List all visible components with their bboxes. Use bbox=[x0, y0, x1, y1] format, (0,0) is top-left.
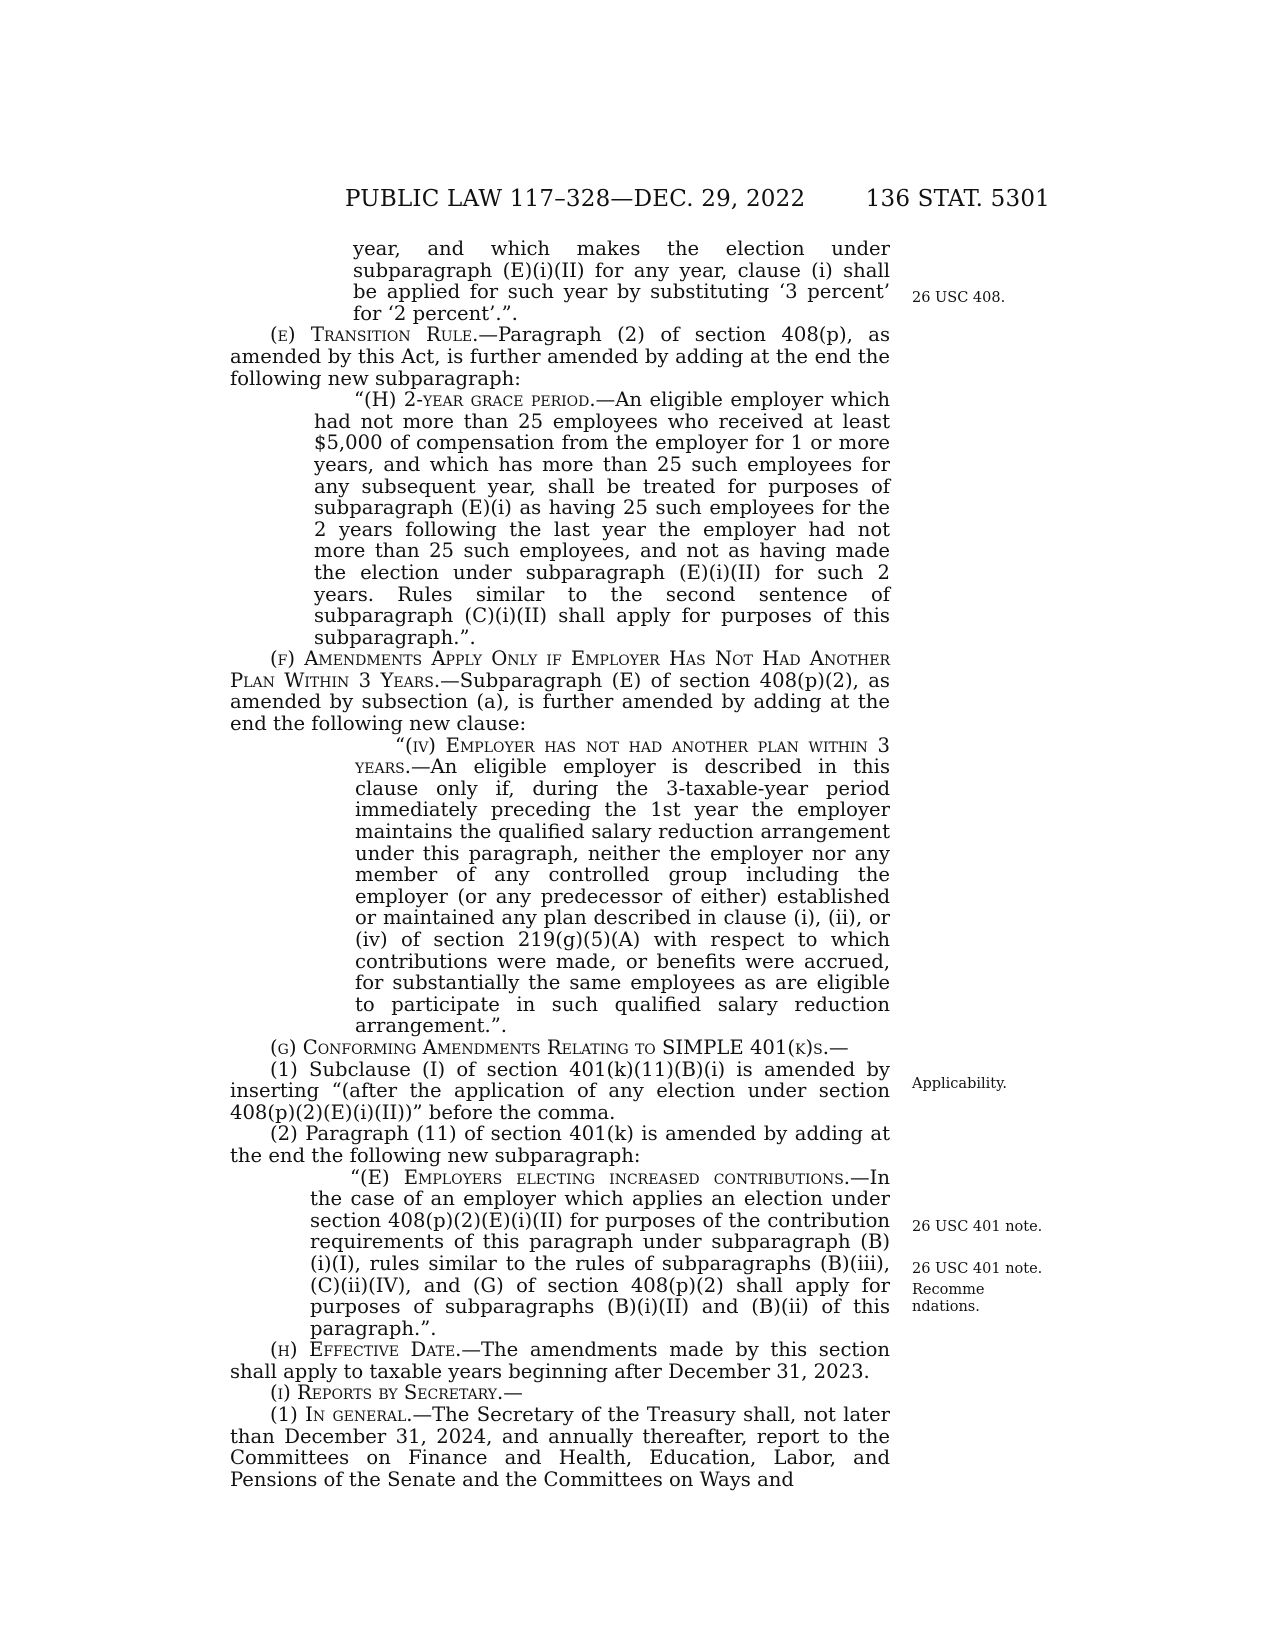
subparagraph-E-heading: “(E) Employers electing increased contributions. bbox=[350, 1165, 851, 1189]
subsection-f bbox=[230, 648, 890, 734]
subsection-i-dash: — bbox=[503, 1381, 523, 1405]
paragraph-i1-heading: (1) In general. bbox=[270, 1403, 413, 1427]
page-header bbox=[345, 186, 1050, 220]
subsection-e bbox=[230, 324, 890, 389]
margin-note-26-usc-401-note-2: 26 USC 401 note. bbox=[912, 1261, 1043, 1277]
margin-note-applicability: Applicability. bbox=[912, 1076, 1007, 1092]
clause-iv-heading: “(iv) Employer has not had another plan within 3 years. bbox=[355, 733, 890, 779]
margin-note-26-usc-401-note: 26 USC 401 note. bbox=[912, 1219, 1043, 1235]
subparagraph-h-text: —An eligible employer which had not more than 25 employees who received at least $5,000 of compensation from the employer for 1 or more years, and which has more than 25 such employees for any subsequent year, shall be treated for purposes of subparagraph (E)(i) as having 25 such employees for the 2 years following the last year the employer had not more than 25 such employees, and not as having made the election under subparagraph (E)(i)(II) for such 2 years. Rules similar to the second sentence of subparagraph (C)(i)(II) shall apply for purposes of this subparagraph.”. bbox=[314, 388, 891, 649]
law-text-body bbox=[230, 238, 890, 1490]
paragraph-i1 bbox=[230, 1404, 890, 1490]
paragraph-continuation: year, and which makes the election under subparagraph (E)(i)(II) for any year, clause (i) shall be applied for such year by substituting ‘3 percent’ for ‘2 percent’.”. bbox=[353, 237, 890, 325]
margin-note-recommendations: Recommendations. bbox=[912, 1282, 985, 1315]
subsection-f-text: —Subparagraph (E) of section 408(p)(2), as amended by subsection (a), is further amended by adding at the end the following new clause: bbox=[230, 668, 890, 736]
subsection-f-heading: (f) Amendments Apply Only if Employer Has Not Had Another Plan Within 3 Years. bbox=[230, 647, 890, 692]
subsection-e-heading: (e) Transition Rule. bbox=[270, 323, 479, 347]
subsection-i bbox=[230, 1382, 890, 1404]
clause-iv-text: —An eligible employer is described in this clause only if, during the 3-taxable-year period immediately preceding the 1st year the employer maintains the qualified salary reduction arrangement under this paragraph, neither the employer nor any member of any controlled group including the employer (or any predecessor of either) established or maintained any plan described in clause (i), (ii), or (iv) of section 219(g)(5)(A) with respect to which contributions were made, or benefits were accrued, for substantially the same employees as are eligible to participate in such qualified salary reduction arrangement.”. bbox=[355, 755, 890, 1038]
paragraph-g1: (1) Subclause (I) of section 401(k)(11)(B)(i) is amended by inserting “(after the application of any election under section 408(p)(2)(E)(i)(II))” before the comma. bbox=[230, 1057, 890, 1124]
subsection-g bbox=[230, 1037, 890, 1059]
subparagraph-h-heading: “(H) 2-year grace period. bbox=[354, 388, 596, 412]
paragraph-g2: (2) Paragraph (11) of section 401(k) is amended by adding at the end the following new subparagraph: bbox=[230, 1122, 890, 1167]
effective-date-heading: (h) Effective Date. bbox=[270, 1338, 462, 1362]
subsection-i-heading: (i) Reports by Secretary. bbox=[270, 1381, 504, 1405]
subsection-e-text: —Paragraph (2) of section 408(p), as amended by this Act, is further amended by adding at the end the following new subparagraph: bbox=[230, 323, 891, 390]
subparagraph-E bbox=[230, 1167, 890, 1340]
margin-note-26-usc-408: 26 USC 408. bbox=[912, 290, 1006, 306]
paragraph-i1-text: —The Secretary of the Treasury shall, not later than December 31, 2024, and annually thereafter, report to the Committees on Finance and Health, Education, Labor, and Pensions of the Senate and the Committees on Ways and bbox=[230, 1403, 890, 1491]
stat-page-number: 136 STAT. 5301 bbox=[865, 186, 1050, 212]
effective-date-text: —The amendments made by this section shall apply to taxable years beginning after December 31, 2023. bbox=[230, 1338, 890, 1383]
subparagraph-E-text: —In the case of an employer which applies an election under section 408(p)(2)(E)(i)(II) for purposes of the contribution requirements of this paragraph under subparagraph (B)(i)(I), rules similar to the rules of subparagraphs (B)(iii), (C)(ii)(IV), and (G) of section 408(p)(2) shall apply for purposes of subparagraphs (B)(i)(II) and (B)(ii) of this paragraph.”. bbox=[310, 1165, 890, 1340]
subsection-g-dash: — bbox=[828, 1035, 849, 1059]
subsection-h-effective-date bbox=[230, 1339, 890, 1382]
running-head: PUBLIC LAW 117–328—DEC. 29, 2022 bbox=[345, 186, 806, 212]
clause-iv bbox=[230, 735, 890, 1037]
subparagraph-h bbox=[230, 389, 890, 648]
subsection-g-heading: (g) Conforming Amendments Relating to SIMPLE 401(k)s. bbox=[270, 1035, 829, 1059]
